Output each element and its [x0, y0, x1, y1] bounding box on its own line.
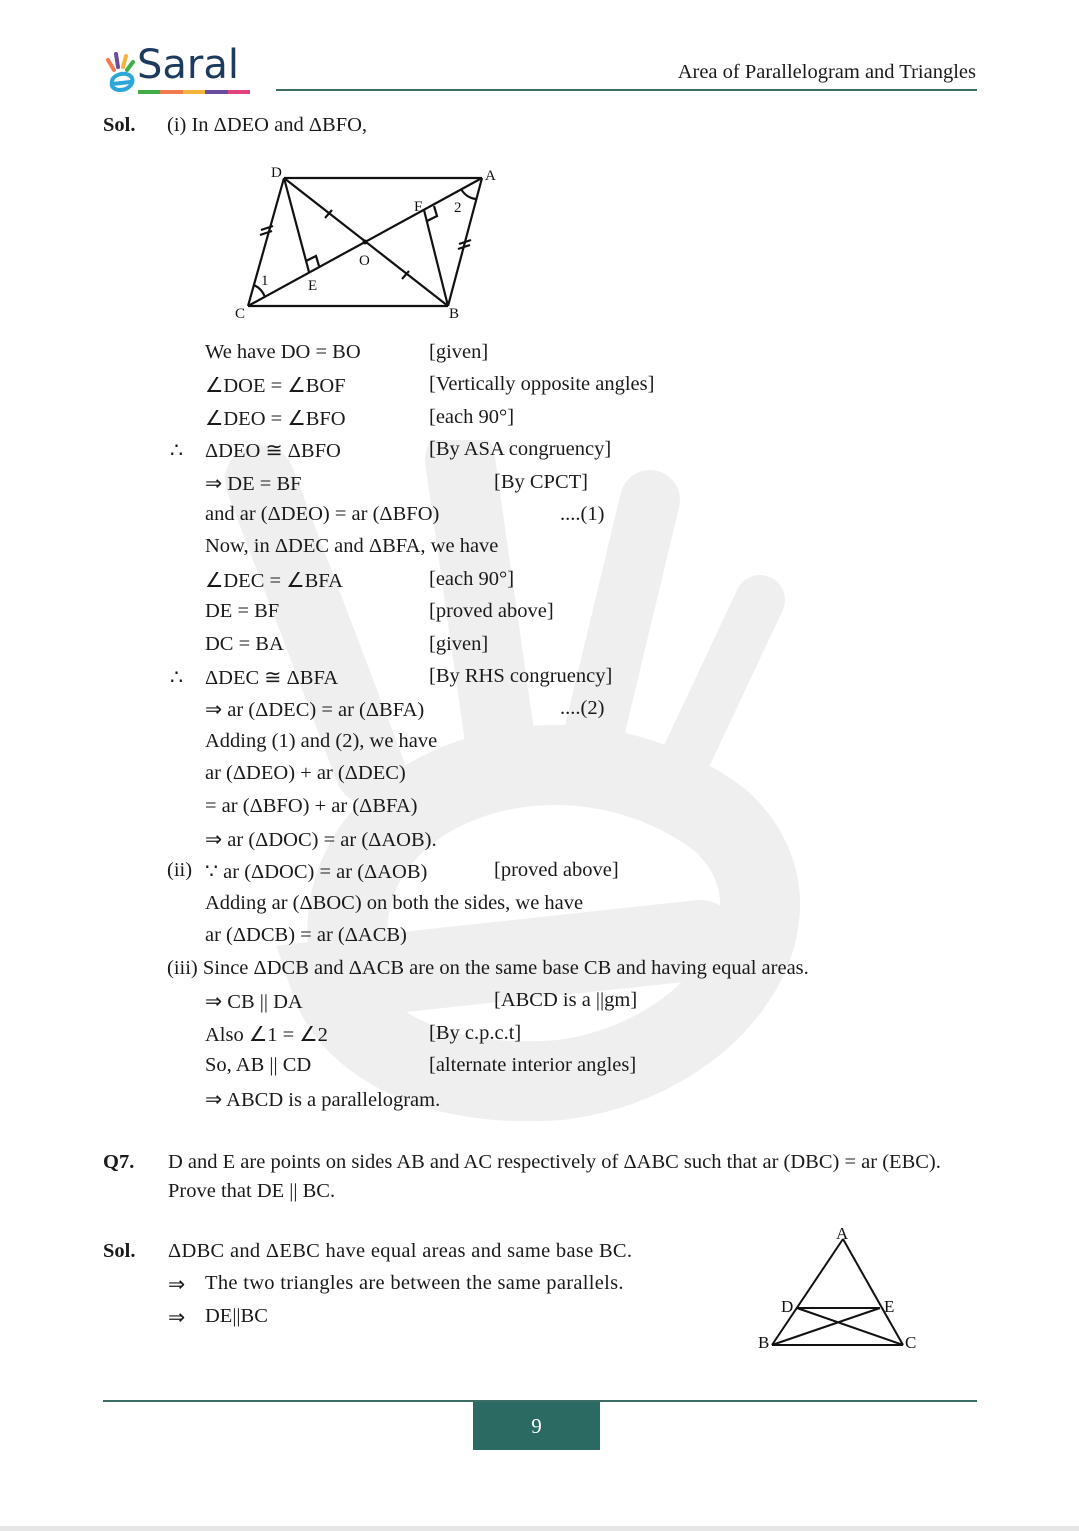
- proof-step-statement: ∠DOE = ∠BOF: [205, 375, 346, 397]
- label-D: D: [781, 1297, 794, 1316]
- question-text-line1: D and E are points on sides AB and AC respectively of ΔABC such that ar (DBC) = ar (EBC).: [168, 1151, 941, 1173]
- label-A: A: [836, 1224, 849, 1243]
- proof-step-reason: [By ASA congruency]: [429, 438, 612, 460]
- page-number: 9: [473, 1402, 600, 1450]
- therefore-icon: ∴: [170, 667, 184, 689]
- proof-step-statement: ar (ΔDCB) = ar (ΔACB): [205, 924, 407, 946]
- proof-step-reason: [proved above]: [494, 859, 619, 881]
- proof-step-reason: [proved above]: [429, 600, 554, 622]
- part-iii-intro: (iii) Since ΔDCB and ΔACB are on the same base CB and having equal areas.: [167, 957, 809, 979]
- proof-step-reason: [ABCD is a ||gm]: [494, 989, 638, 1011]
- label-angle-1: 1: [261, 273, 269, 289]
- question-text-line2: Prove that DE || BC.: [168, 1180, 336, 1202]
- label-O: O: [359, 253, 370, 269]
- logo-text: Saral: [137, 42, 239, 88]
- proof-step-reason: [given]: [429, 341, 489, 363]
- proof-step-reason: [By c.p.c.t]: [429, 1022, 522, 1044]
- proof-step-statement: Adding ar (ΔBOC) on both the sides, we have: [205, 892, 584, 914]
- proof-step-reason: [By RHS congruency]: [429, 665, 613, 687]
- proof-step-reason: ....(2): [560, 697, 605, 719]
- sol7-label: Sol.: [103, 1240, 136, 1262]
- label-C: C: [235, 306, 246, 322]
- label-A: A: [485, 168, 496, 184]
- proof-step-statement: ∠DEC = ∠BFA: [205, 570, 343, 592]
- sol7-line1: ΔDBC and ΔEBC have equal areas and same base BC.: [168, 1240, 633, 1262]
- sol7-line3: DE||BC: [205, 1305, 268, 1327]
- proof-step-statement: ΔDEC ≅ ΔBFA: [205, 667, 339, 689]
- proof-step-statement: ΔDEO ≅ ΔBFO: [205, 440, 341, 462]
- proof-step-statement: DE = BF: [205, 600, 280, 622]
- proof-step-statement: So, AB || CD: [205, 1054, 312, 1076]
- label-angle-2: 2: [454, 200, 462, 216]
- proof-step-reason: [By CPCT]: [494, 471, 588, 493]
- header-rule: [276, 89, 977, 91]
- proof-step-statement: = ar (ΔBFO) + ar (ΔBFA): [205, 795, 418, 817]
- label-C: C: [905, 1333, 917, 1352]
- chapter-title: Area of Parallelogram and Triangles: [677, 61, 976, 83]
- proof-step-statement: DC = BA: [205, 633, 284, 655]
- label-B: B: [758, 1333, 770, 1352]
- hand-e-icon: [104, 52, 138, 94]
- sol-label: Sol.: [103, 114, 136, 136]
- part-label: (ii): [167, 859, 193, 881]
- proof-step-statement: ⇒ ABCD is a parallelogram.: [205, 1089, 441, 1111]
- label-E: E: [884, 1297, 895, 1316]
- page-bottom-edge: [0, 1526, 1079, 1531]
- proof-step-statement: Also ∠1 = ∠2: [205, 1024, 328, 1046]
- proof-step-statement: and ar (ΔDEO) = ar (ΔBFO): [205, 503, 440, 525]
- parallelogram-figure: [220, 155, 520, 330]
- proof-step-statement: ⇒ ar (ΔDOC) = ar (ΔAOB).: [205, 829, 437, 851]
- proof-step-reason: [Vertically opposite angles]: [429, 373, 655, 395]
- implies-icon: ⇒: [168, 1274, 186, 1296]
- proof-step-reason: [given]: [429, 633, 489, 655]
- esaral-logo: [104, 42, 250, 96]
- proof-step-statement: ⇒ DE = BF: [205, 473, 302, 495]
- label-D: D: [271, 165, 282, 181]
- label-B: B: [449, 306, 460, 322]
- proof-step-reason: [each 90°]: [429, 406, 515, 428]
- implies-icon: ⇒: [168, 1307, 186, 1329]
- proof-step-reason: ....(1): [560, 503, 605, 525]
- sol-intro: (i) In ΔDEO and ΔBFO,: [167, 114, 368, 136]
- proof-step-statement: ⇒ ar (ΔDEC) = ar (ΔBFA): [205, 699, 425, 721]
- sol7-line2: The two triangles are between the same parallels.: [205, 1272, 624, 1294]
- label-E: E: [308, 278, 318, 294]
- triangle-figure: [750, 1220, 930, 1355]
- label-F: F: [414, 199, 423, 215]
- proof-step-statement: ∵ ar (ΔDOC) = ar (ΔAOB): [205, 861, 428, 883]
- proof-step-reason: [alternate interior angles]: [429, 1054, 637, 1076]
- proof-step-statement: ar (ΔDEO) + ar (ΔDEC): [205, 762, 406, 784]
- proof-step-statement: ⇒ CB || DA: [205, 991, 303, 1013]
- proof-step-reason: [each 90°]: [429, 568, 515, 590]
- proof-step-statement: We have DO = BO: [205, 341, 361, 363]
- proof-step-statement: Now, in ΔDEC and ΔBFA, we have: [205, 535, 499, 557]
- question-label: Q7.: [103, 1151, 135, 1173]
- proof-step-statement: Adding (1) and (2), we have: [205, 730, 438, 752]
- proof-step-statement: ∠DEO = ∠BFO: [205, 408, 346, 430]
- logo-color-bar: [138, 90, 250, 94]
- therefore-icon: ∴: [170, 440, 184, 462]
